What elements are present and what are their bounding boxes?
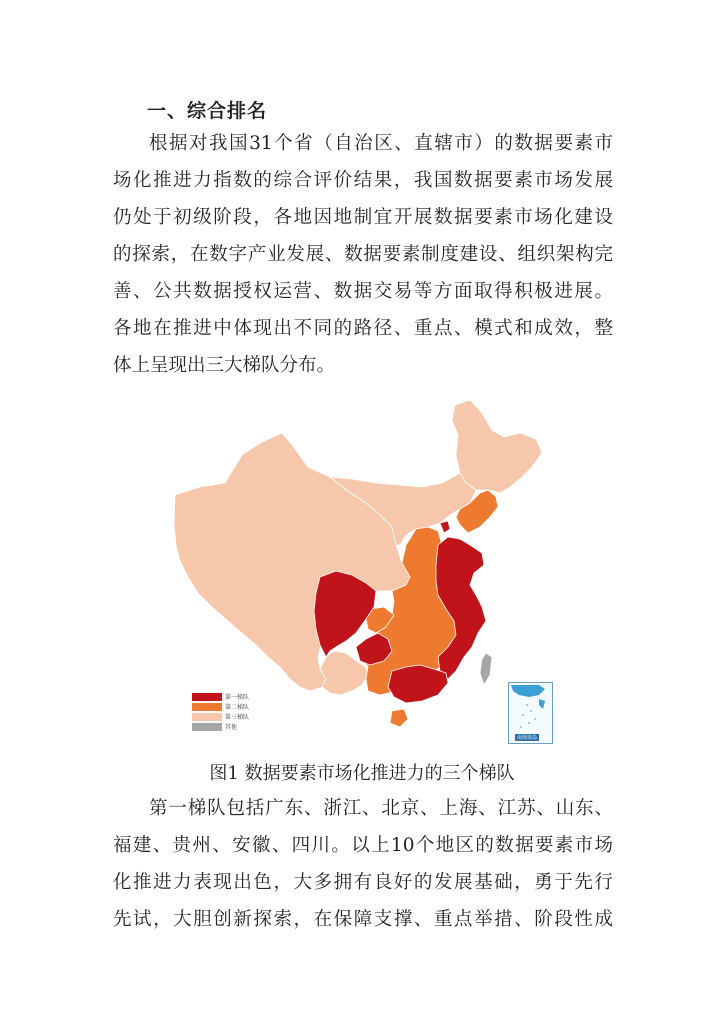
legend-swatch bbox=[192, 703, 222, 711]
region-tier1-beijing bbox=[440, 521, 450, 533]
intro-line: 的探索，在数字产业发展、数据要素制度建设、组织架构完 bbox=[113, 244, 613, 265]
intro-line: 体上呈现出三大梯队分布。 bbox=[113, 355, 336, 376]
legend-item bbox=[192, 692, 249, 701]
region-other-taiwan bbox=[480, 653, 492, 685]
legend-swatch bbox=[192, 693, 222, 701]
inset-label: 南海诸岛 bbox=[517, 735, 538, 741]
legend-item bbox=[192, 712, 249, 721]
south-china-sea-inset bbox=[508, 682, 553, 744]
map-legend bbox=[192, 692, 249, 732]
legend-label: 其他 bbox=[225, 724, 238, 731]
intro-line: 场化推进力指数的综合评价结果，我国数据要素市场发展 bbox=[113, 170, 613, 191]
intro-line: 各地在推进中体现出不同的路径、重点、模式和成效，整 bbox=[113, 318, 613, 339]
tier1-line: 化推进力表现出色，大多拥有良好的发展基础，勇于先行 bbox=[113, 872, 613, 893]
region-tier3-northeast bbox=[452, 400, 542, 493]
intro-line: 根据对我国31个省（自治区、直辖市）的数据要素市 bbox=[149, 133, 613, 154]
legend-label: 第一梯队 bbox=[225, 694, 250, 701]
legend-item bbox=[192, 722, 249, 731]
legend-label: 第二梯队 bbox=[225, 704, 250, 711]
intro-paragraph bbox=[113, 125, 613, 384]
region-tier1-guangdong bbox=[388, 665, 448, 703]
legend-label: 第三梯队 bbox=[225, 714, 250, 721]
intro-line: 善、公共数据授权运营、数据交易等方面取得积极进展。 bbox=[113, 281, 613, 302]
tier1-line: 先试，大胆创新探索，在保障支撑、重点举措、阶段性成 bbox=[113, 909, 613, 930]
legend-item bbox=[192, 702, 249, 711]
tier1-paragraph bbox=[113, 790, 613, 938]
tier1-line: 福建、贵州、安徽、四川。以上10个地区的数据要素市场 bbox=[113, 835, 613, 856]
intro-line: 仍处于初级阶段，各地因地制宜开展数据要素市场化建设 bbox=[113, 207, 613, 228]
tier1-line: 第一梯队包括广东、浙江、北京、上海、江苏、山东、 bbox=[149, 798, 613, 819]
figure-caption: 图1 数据要素市场化推进力的三个梯队 bbox=[209, 763, 515, 784]
legend-swatch bbox=[192, 723, 222, 731]
region-tier2-hainan bbox=[390, 709, 408, 727]
legend-swatch bbox=[192, 713, 222, 721]
section-heading: 一、综合排名 bbox=[147, 100, 268, 122]
